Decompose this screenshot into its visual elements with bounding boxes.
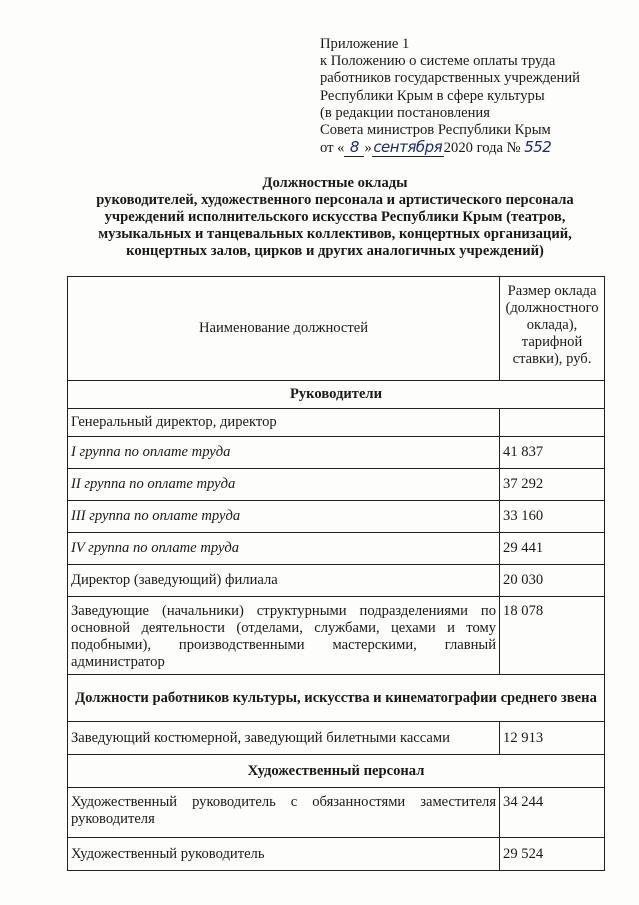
title-line: учреждений исполнительского искусства Республики Крым (театров, [104, 209, 566, 225]
position-name: Заведующий костюмерной, заведующий билетными кассами [68, 722, 500, 755]
salary-value: 12 913 [500, 722, 605, 755]
section-row [68, 381, 605, 409]
appendix-line: (в редакции постановления [320, 104, 490, 121]
position-name: Художественный руководитель [68, 838, 500, 871]
section-artistic: Художественный персонал [68, 755, 605, 788]
salary-value: 29 524 [500, 838, 605, 871]
salary-value: 33 160 [500, 501, 605, 533]
handwritten-day: 8 [344, 139, 364, 157]
position-name: Заведующие (начальники) структурными подразделениями по основной деятельности (отделами, службами, цехами и тому подобными), производственными мастерскими, главный администратор [68, 597, 500, 675]
salary-value: 37 292 [500, 469, 605, 501]
position-name: Художественный руководитель с обязанностями заместителя руководителя [68, 788, 500, 838]
salary-value: 18 078 [500, 597, 605, 675]
position-name: IV группа по оплате труда [68, 533, 500, 565]
salary-value: 34 244 [500, 788, 605, 838]
salary-value: 29 441 [500, 533, 605, 565]
table-row [68, 469, 605, 501]
date-mid: » [364, 140, 372, 157]
header-positions: Наименование должностей [68, 277, 500, 381]
table-header-row [68, 277, 605, 381]
handwritten-number: 552 [524, 138, 552, 157]
table-row [68, 533, 605, 565]
section-row [68, 755, 605, 788]
table-row [68, 788, 605, 838]
header-salary: Размер оклада (должностного оклада), тарифной ставки), руб. [500, 277, 605, 381]
salary-value: 20 030 [500, 565, 605, 597]
table-row [68, 437, 605, 469]
salary-table [67, 276, 605, 871]
section-row [68, 675, 605, 722]
appendix-date-line [320, 139, 620, 157]
position-name: I группа по оплате труда [68, 437, 500, 469]
handwritten-month: сентября [373, 138, 443, 157]
table-row [68, 722, 605, 755]
table-row [68, 501, 605, 533]
document-title [60, 175, 610, 260]
appendix-line: работников государственных учреждений [320, 70, 580, 87]
appendix-line: к Положению о системе оплаты труда [320, 53, 556, 70]
date-suffix: 2020 года № [443, 140, 521, 157]
section-managers: Руководители [68, 381, 605, 409]
table-row [68, 597, 605, 675]
appendix-line: Приложение 1 [320, 36, 410, 52]
title-line: музыкальных и танцевальных коллективов, концертных организаций, [98, 226, 572, 242]
title-line: концертных залов, цирков и других аналогичных учреждений) [126, 243, 544, 259]
table-row [68, 565, 605, 597]
position-name: Директор (заведующий) филиала [68, 565, 500, 597]
date-prefix: от « [320, 140, 345, 157]
table-row [68, 409, 605, 437]
section-mid-level: Должности работников культуры, искусства и кинематографии среднего звена [68, 675, 605, 722]
position-name: II группа по оплате труда [68, 469, 500, 501]
appendix-note [320, 36, 620, 157]
position-name: Генеральный директор, директор [68, 409, 500, 437]
salary-value: 41 837 [500, 437, 605, 469]
position-name: III группа по оплате труда [68, 501, 500, 533]
title-line: руководителей, художественного персонала и артистического персонала [96, 192, 574, 208]
appendix-line: Республики Крым в сфере культуры [320, 87, 545, 104]
appendix-line: Совета министров Республики Крым [320, 122, 551, 139]
table-row [68, 838, 605, 871]
salary-value [500, 409, 605, 437]
title-line: Должностные оклады [262, 175, 408, 191]
